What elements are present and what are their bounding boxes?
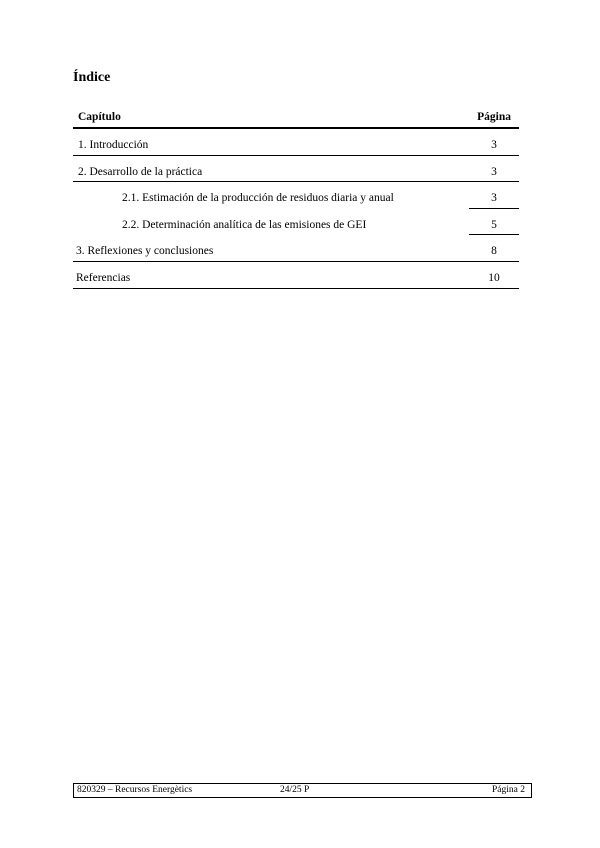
footer-course: 820329 – Recursos Energètics (77, 785, 193, 795)
toc-entry-label[interactable]: 3. Reflexiones y conclusiones (76, 245, 214, 258)
toc-entry-page: 5 (491, 218, 497, 231)
table-of-contents (73, 108, 519, 289)
toc-row[interactable] (73, 262, 519, 289)
page-footer (73, 783, 532, 798)
toc-entry-page: 3 (491, 139, 497, 151)
row-divider (73, 288, 519, 289)
toc-entry-page: 3 (491, 192, 497, 205)
toc-entry-label[interactable]: Referencias (76, 271, 131, 284)
page-column-header: Página (477, 111, 511, 123)
toc-row[interactable] (73, 129, 519, 156)
toc-row[interactable] (73, 182, 519, 209)
footer-term: 24/25 P (280, 785, 310, 795)
toc-entry-page: 8 (491, 245, 497, 258)
toc-entry-label[interactable]: 2.1. Estimación de la producción de residuos diaria y anual (122, 192, 394, 205)
toc-row[interactable] (73, 209, 519, 236)
toc-entry-label[interactable]: 2.2. Determinación analítica de las emisiones de GEI (122, 218, 367, 231)
footer-page-number: Página 2 (492, 785, 525, 795)
page-title: Índice (73, 70, 111, 85)
toc-entry-page: 3 (491, 165, 497, 178)
toc-entry-label[interactable]: 2. Desarrollo de la práctica (78, 165, 203, 178)
toc-entry-page: 10 (488, 271, 500, 284)
toc-row[interactable] (73, 156, 519, 183)
toc-row[interactable] (73, 235, 519, 262)
chapter-column-header: Capítulo (78, 111, 121, 123)
toc-header (73, 108, 519, 129)
toc-entry-label[interactable]: 1. Introducción (78, 139, 149, 151)
